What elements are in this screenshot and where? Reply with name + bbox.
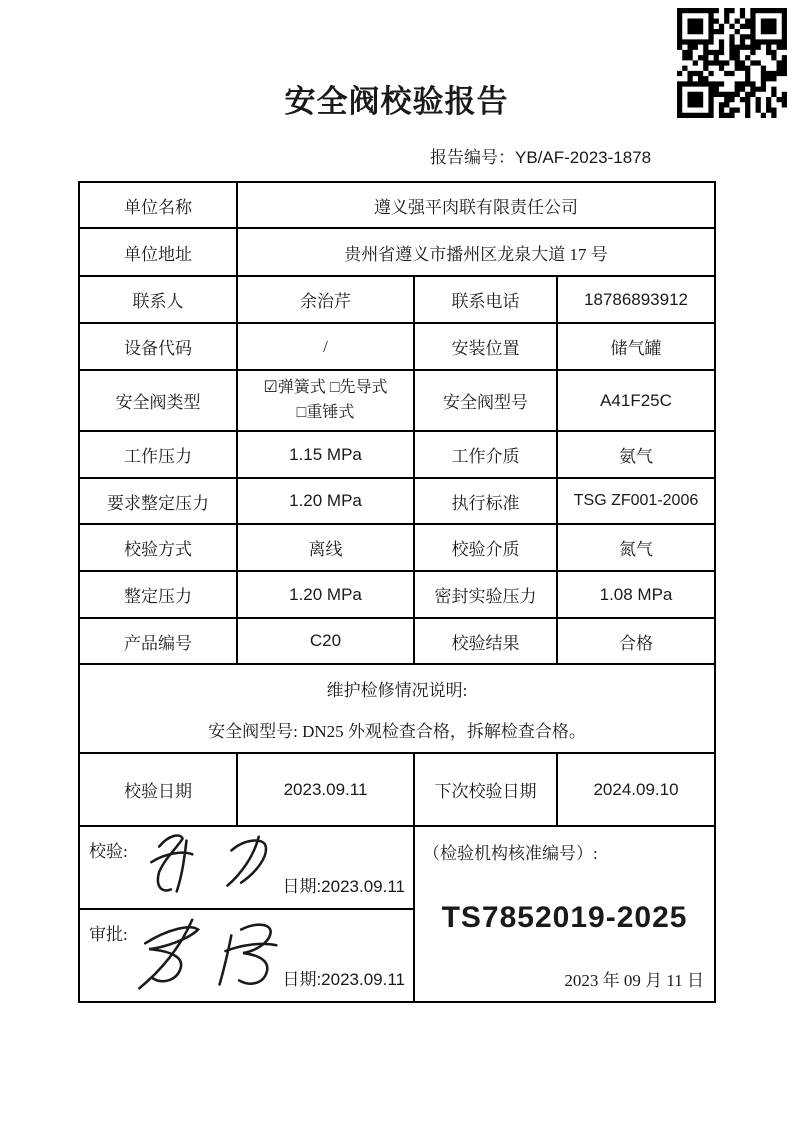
calibration-medium-label: 校验介质 xyxy=(414,524,557,571)
row-contact xyxy=(79,276,715,323)
calibration-method-value: 离线 xyxy=(237,524,414,571)
standard-label: 执行标准 xyxy=(414,478,557,524)
work-medium-value: 氨气 xyxy=(557,431,715,478)
row-work-pressure xyxy=(79,431,715,478)
row-calibration-date xyxy=(79,753,715,826)
device-code-value: / xyxy=(237,323,414,370)
report-table xyxy=(78,181,716,1003)
row-set-pressure xyxy=(79,571,715,618)
calibration-medium-value: 氮气 xyxy=(557,524,715,571)
contact-value: 余治芹 xyxy=(237,276,414,323)
set-pressure-label: 整定压力 xyxy=(79,571,237,618)
device-code-label: 设备代码 xyxy=(79,323,237,370)
standard-value: TSG ZF001-2006 xyxy=(557,478,715,524)
calibration-date-value: 2023.09.11 xyxy=(237,753,414,826)
page-title: 安全阀校验报告 xyxy=(284,84,509,119)
verify-sign-cell xyxy=(79,826,414,909)
checkbox-weight: □重锤式 xyxy=(296,403,355,421)
result-value: 合格 xyxy=(557,618,715,664)
work-medium-label: 工作介质 xyxy=(414,431,557,478)
checkbox-spring: ☑弹簧式 xyxy=(263,378,326,396)
report-number-value: YB/AF-2023-1878 xyxy=(515,148,652,167)
seal-test-pressure-label: 密封实验压力 xyxy=(414,571,557,618)
maintenance-detail: 安全阀型号: DN25 外观检查合格，拆解检查合格。 xyxy=(208,721,586,741)
qr-code-icon xyxy=(677,8,787,118)
row-device-code xyxy=(79,323,715,370)
approve-sign-cell xyxy=(79,909,414,1002)
verify-label: 校验: xyxy=(89,842,128,861)
report-number-line xyxy=(430,143,651,168)
valve-type-options xyxy=(237,370,414,431)
report-number-label: 报告编号： xyxy=(430,148,515,167)
required-set-pressure-value: 1.20 MPa xyxy=(237,478,414,524)
product-no-value: C20 xyxy=(237,618,414,664)
approve-label: 审批: xyxy=(89,925,128,944)
contact-label: 联系人 xyxy=(79,276,237,323)
unit-address-label: 单位地址 xyxy=(79,228,237,276)
row-required-set-pressure xyxy=(79,478,715,524)
org-approval-cell xyxy=(414,826,715,1002)
row-product-no xyxy=(79,618,715,664)
valve-model-value: A41F25C xyxy=(557,370,715,431)
phone-value: 18786893912 xyxy=(557,276,715,323)
checkbox-pilot: □先导式 xyxy=(329,378,388,396)
row-verify-sign xyxy=(79,826,715,909)
issue-date: 2023 年 09 月 11 日 xyxy=(564,971,705,990)
maintenance-note-cell xyxy=(79,664,715,753)
approve-date: 日期:2023.09.11 xyxy=(282,970,405,989)
org-code-label: （检验机构核准编号）: xyxy=(423,844,598,863)
work-pressure-label: 工作压力 xyxy=(79,431,237,478)
next-calibration-date-value: 2024.09.10 xyxy=(557,753,715,826)
product-no-label: 产品编号 xyxy=(79,618,237,664)
install-position-value: 储气罐 xyxy=(557,323,715,370)
next-calibration-date-label: 下次校验日期 xyxy=(414,753,557,826)
unit-address-value: 贵州省遵义市播州区龙泉大道 17 号 xyxy=(237,228,715,276)
verify-date: 日期:2023.09.11 xyxy=(282,877,405,896)
valve-type-label: 安全阀类型 xyxy=(79,370,237,431)
required-set-pressure-label: 要求整定压力 xyxy=(79,478,237,524)
unit-name-label: 单位名称 xyxy=(79,182,237,228)
maintenance-title: 维护检修情况说明: xyxy=(326,680,468,700)
calibration-date-label: 校验日期 xyxy=(79,753,237,826)
work-pressure-value: 1.15 MPa xyxy=(237,431,414,478)
result-label: 校验结果 xyxy=(414,618,557,664)
row-unit-address xyxy=(79,228,715,276)
row-valve-type xyxy=(79,370,715,431)
valve-model-label: 安全阀型号 xyxy=(414,370,557,431)
phone-label: 联系电话 xyxy=(414,276,557,323)
calibration-method-label: 校验方式 xyxy=(79,524,237,571)
set-pressure-value: 1.20 MPa xyxy=(237,571,414,618)
install-position-label: 安装位置 xyxy=(414,323,557,370)
unit-name-value: 遵义强平肉联有限责任公司 xyxy=(237,182,715,228)
row-maintenance-note xyxy=(79,664,715,753)
row-unit-name xyxy=(79,182,715,228)
seal-test-pressure-value: 1.08 MPa xyxy=(557,571,715,618)
row-calibration-method xyxy=(79,524,715,571)
org-code-value: TS7852019-2025 xyxy=(441,901,688,934)
